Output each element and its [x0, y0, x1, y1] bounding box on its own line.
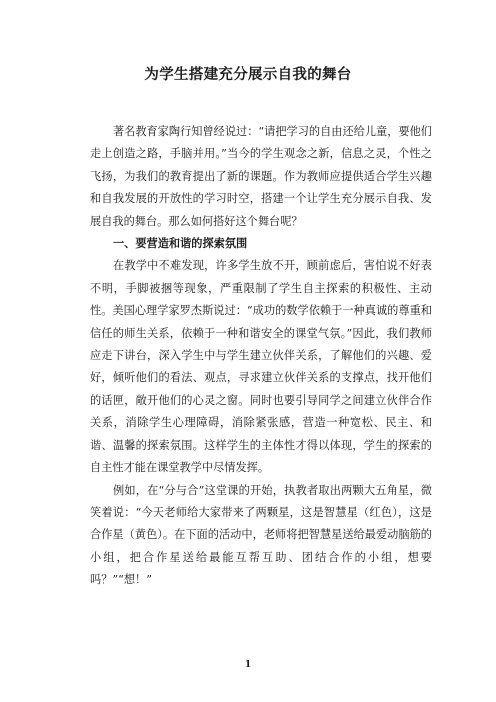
body-paragraph: 例如，在“分与合”这堂课的开始，执教者取出两颗大五角星，微笑着说：“今天老师给大家带来了两颗星，这是智慧星（红色），这是合作星（黄色）。在下面的活动中，老师将把智慧星送给最爱动脑筋的小组，把合作星送给最能互帮互助、团结合作的小组，想要吗？”“想！” — [90, 483, 432, 587]
intro-paragraph: 著名教育家陶行知曾经说过：“请把学习的自由还给儿童，要他们走上创造之路，手脑并用。”当今的学生观念之新，信息之灵，个性之飞扬，为我们的教育提出了新的课题。作为教师应提供适合学生兴趣和自我发展的开放性的学习时空，搭建一个让学生充分展示自我、发展自我的舞台。那么如何搭好这个舞台呢？ — [90, 125, 432, 228]
document-title: 为学生搭建充分展示自我的舞台 — [144, 67, 352, 83]
section-heading: 一、要营造和谐的探索氛围 — [112, 237, 248, 251]
body-paragraph: 在教学中不难发现，许多学生放不开，顾前虑后，害怕说不好表不明，手脚被捆等现象，严重限制了学生自主探索的积极性、主动性。美国心理学家罗杰斯说过：“成功的数学依赖于一种真诚的尊重和信任的师生关系，依赖于一种和谐安全的课堂气氛。”因此，我们教师应走下讲台，深入学生中与学生建立伙伴关系，了解他们的兴趣、爱好，倾听他们的看法、观点，寻求建立伙伴关系的支撑点，找开他们的话匣，敞开他们的心灵之窗。同时也要引导同学之间建立伙伴合作关系，消除学生心理障碍，消除紧张感，营造一种宽松、民主、和谐、温馨的探索氛围。这样学生的主体性才得以体现，学生的探索的自主性才能在课堂教学中尽情发挥。 — [90, 259, 432, 475]
document-body — [90, 121, 432, 592]
page-number: 1 — [244, 660, 252, 670]
